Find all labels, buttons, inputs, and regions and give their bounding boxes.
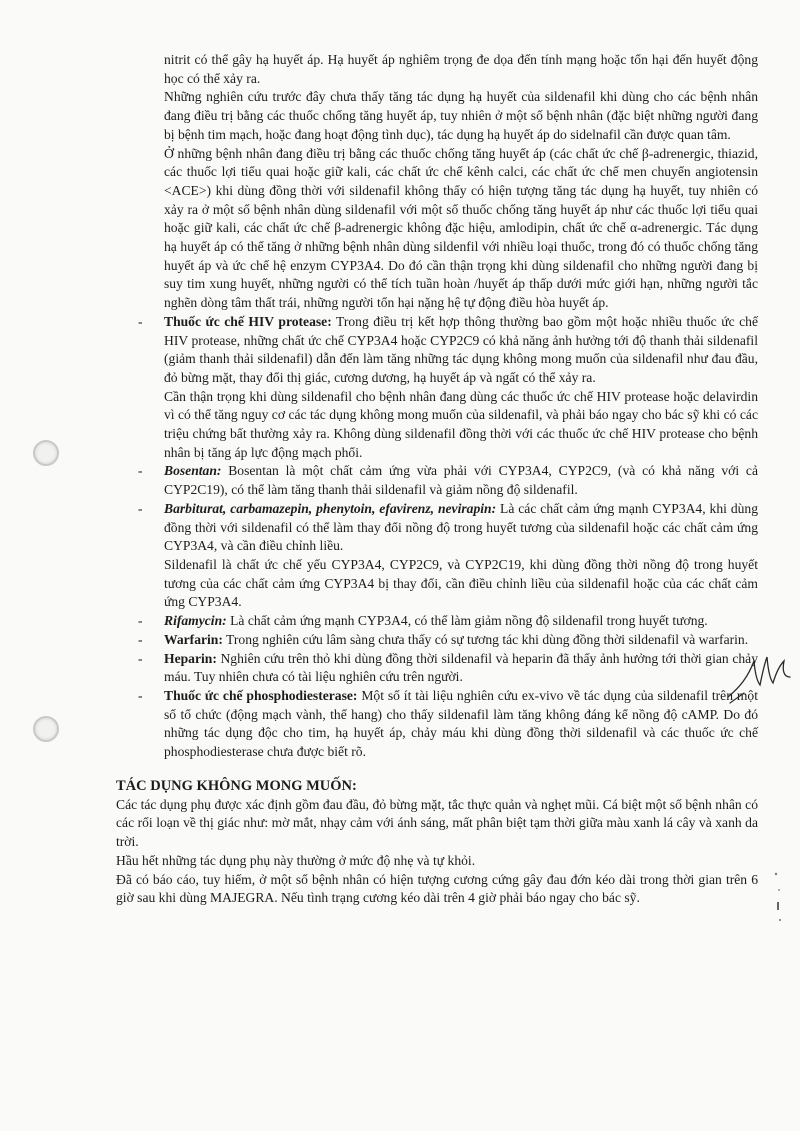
bullet-dash: -: [138, 631, 143, 647]
paragraph: Những nghiên cứu trước đây chưa thấy tăng tác dụng hạ huyết của sildenafil khi dùng cho các bệnh nhân đang điều trị bằng các thuốc chống tăng huyết áp, tuy nhiên ở một số bệnh nhân (đặc biệt những người đang bị bệnh tim mạch, hoặc đang hoạt động tình dục), tác dụng hạ huyết áp do sidelnafil cần được quan tâm.: [164, 89, 758, 142]
bullet-dash: -: [138, 687, 143, 703]
item-term: Heparin:: [164, 650, 217, 666]
paragraph: Các tác dụng phụ được xác định gồm đau đầu, đỏ bừng mặt, tắc thực quản và nghẹt mũi. Cá biệt một số bệnh nhân có các rối loạn về thị giác như: mờ mắt, nhạy cảm với ánh sáng, mất phân biệt tạm thời giữa màu xanh lá cây và xanh da trời.: [116, 796, 758, 850]
item-text: Nghiên cứu trên thỏ khi dùng đồng thời sildenafil và heparin đã thấy ảnh hưởng tới thời gian chảy máu. Tuy nhiên chưa có tài liệu nghiên cứu trên người.: [164, 650, 758, 685]
item-term: Warfarin:: [164, 631, 223, 647]
item-text: Là chất cảm ứng mạnh CYP3A4, có thể làm giảm nồng độ sildenafil trong huyết tương.: [226, 613, 708, 629]
bullet-dash: -: [138, 313, 143, 329]
item-text: Là các chất cảm ứng mạnh CYP3A4, khi dùng đồng thời với sildenafil có thể làm thay đổi nồng độ trong huyết tương của sildenafil hoặc các chất cảm ứng CYP3A4, và cần điều chỉnh liều.: [164, 500, 759, 554]
margin-marks: [770, 868, 790, 928]
paragraph: Đã có báo cáo, tuy hiếm, ở một số bệnh nhân có hiện tượng cương cứng gây đau đớn kéo dài trong thời gian trên 6 giờ sau khi dùng MAJEGRA. Nếu tình trạng cương kéo dài trên 4 giờ phải báo ngay cho bác sỹ.: [116, 871, 758, 906]
item-term: Rifamycin:: [164, 613, 227, 629]
item-text: Trong điều trị kết hợp thông thường bao gồm một hoặc nhiều thuốc ức chế HIV protease, những chất ức chế CYP3A4 hoặc CYP2C9 có khả năng ảnh hưởng tới độ thanh thải sildenafil (giảm thanh thải sildenafil) dẫn đến làm tăng những tác dụng không mong muốn của sildenafil như đau đầu, đỏ bừng mặt, thay đổi thị giác, cương dương, hạ huyết áp và ngất có thể xảy ra.: [164, 313, 759, 385]
paragraph: nitrit có thể gây hạ huyết áp. Hạ huyết áp nghiêm trọng đe dọa đến tính mạng hoặc tổn hại đến huyết động học có thể xảy ra.: [164, 52, 758, 86]
bullet-dash: -: [138, 463, 143, 479]
list-item: [116, 650, 758, 687]
item-extra: Sildenafil là chất ức chế yếu CYP3A4, CYP2C9, và CYP2C19, khi dùng đồng thời nồng độ trong huyết tương của các chất cảm ứng CYP3A4 bị thay đổi, cần điều chỉnh liều của sildenafil hoặc của các chất cảm ứng CYP3A4.: [164, 556, 758, 610]
punch-hole-bottom: [33, 716, 59, 742]
section-heading: TÁC DỤNG KHÔNG MONG MUỐN:: [116, 777, 357, 794]
list-item: [116, 612, 758, 631]
item-term: Bosentan:: [164, 463, 222, 479]
paragraph: Hầu hết những tác dụng phụ này thường ở mức độ nhẹ và tự khỏi.: [116, 852, 476, 868]
list-item: [116, 313, 758, 463]
item-extra: Cần thận trọng khi dùng sildenafil cho bệnh nhân đang dùng các thuốc ức chế HIV protease hoặc delavirdin vì có thể tăng nguy cơ các tác dụng không mong muốn của sildenafil, và phải báo ngay cho bác sỹ khi có các triệu chứng bất thường xảy ra. Không dùng sildenafil đồng thời với các thuốc ức chế HIV protease cho bệnh nhân bị tăng áp lực động mạch phổi.: [164, 388, 758, 460]
handwritten-initials: [724, 647, 794, 707]
bullet-dash: -: [138, 650, 143, 666]
list-item: [116, 631, 758, 650]
list-item: [116, 687, 758, 762]
item-term: Barbiturat, carbamazepin, phenytoin, efavirenz, nevirapin:: [164, 500, 497, 516]
paragraph: Ở những bệnh nhân đang điều trị bằng các thuốc chống tăng huyết áp (các chất ức chế β-adrenergic, thiazid, các thuốc lợi tiểu quai hoặc giữ kali, các chất ức chế kênh calci, các chất ức chế men chuyển angiotensin <ACE>) khi dùng đồng thời với sildenafil không thấy có hiện tượng tăng tác dụng hạ huyết, tuy nhiên có xảy ra ở một số bệnh nhân dùng sildenafil với một số thuốc chống tăng huyết áp như các thuốc lợi tiểu quai hoặc giữ kali, các chất ức chế β-adrenergic không đặc hiệu, amlodipin, chất ức chế α-adrenergic. Tác dụng hạ huyết áp có thể tăng ở những bệnh nhân dùng sildenfil với nhiều loại thuốc, trong đó có thuốc chống tăng huyết áp và ức chế hệ enzym CYP3A4. Do đó cần thận trọng khi dùng sildenafil cho những người đang bị suy tim xung huyết, những người có thể tích tuần hoàn /huyết áp thấp dưới mức giới hạn, những người tắc nghẽn dòng tâm thất trái, những người tổn hại nặng hệ tự động điều hòa huyết áp.: [164, 145, 758, 311]
intro-block: [164, 51, 758, 313]
item-text: Một số ít tài liệu nghiên cứu ex-vivo về tác dụng của sildenafil trên một số tổ chức (động mạch vành, thể hang) cho thấy sildenafil làm tăng không đáng kể nồng độ cAMP. Do đó những tác dụng độc cho tim, hạ huyết áp, chảy máu khi dùng đồng thời sildenafil và các thuốc ức chế phosphodiesterase chưa được biết rõ.: [164, 687, 759, 760]
document-body: [116, 51, 758, 908]
item-text: Trong nghiên cứu lâm sàng chưa thấy có sự tương tác khi dùng đồng thời sildenafil và warfarin.: [222, 631, 749, 647]
bullet-dash: -: [138, 613, 143, 629]
item-text: Bosentan là một chất cảm ứng vừa phải với CYP3A4, CYP2C9, (và có khả năng với cả CYP2C19), có thể làm tăng thanh thải sildenafil và giảm nồng độ sildenafil.: [164, 463, 758, 498]
item-term: Thuốc ức chế HIV protease:: [164, 313, 332, 329]
list-item: [116, 500, 758, 612]
item-term: Thuốc ức chế phosphodiesterase:: [164, 687, 358, 703]
list-item: [116, 462, 758, 499]
punch-hole-top: [33, 440, 59, 466]
bullet-dash: -: [138, 500, 143, 516]
